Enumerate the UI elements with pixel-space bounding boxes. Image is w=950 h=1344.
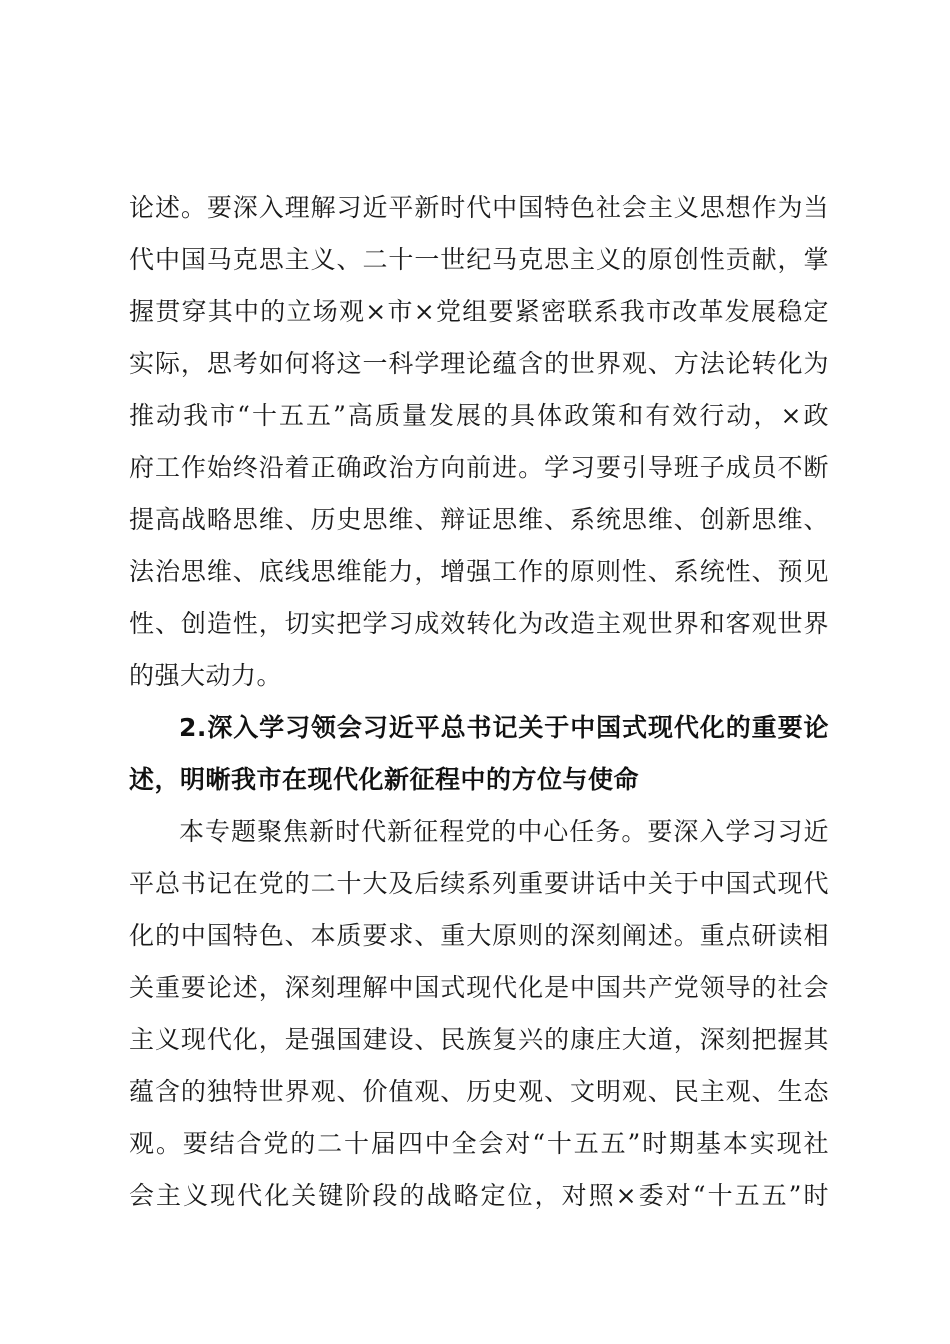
text-line: 推动我市“十五五”高质量发展的具体政策和有效行动，×政 bbox=[129, 401, 829, 430]
text-line: 关重要论述，深刻理解中国式现代化是中国共产党领导的社会 bbox=[129, 973, 829, 1002]
text-line: 会主义现代化关键阶段的战略定位，对照×委对“十五五”时 bbox=[129, 1181, 829, 1210]
heading-line: 述，明晰我市在现代化新征程中的方位与使命 bbox=[129, 765, 640, 794]
paragraph bbox=[129, 806, 829, 1222]
text-line: 握贯穿其中的立场观×市×党组要紧密联系我市改革发展稳定 bbox=[129, 297, 829, 326]
text-line: 提高战略思维、历史思维、辩证思维、系统思维、创新思维、 bbox=[129, 505, 829, 534]
text-line: 实际，思考如何将这一科学理论蕴含的世界观、方法论转化为 bbox=[129, 349, 829, 378]
text-line: 论述。要深入理解习近平新时代中国特色社会主义思想作为当 bbox=[129, 193, 829, 222]
text-line: 代中国马克思主义、二十一世纪马克思主义的原创性贡献，掌 bbox=[129, 245, 829, 274]
text-line: 主义现代化，是强国建设、民族复兴的康庄大道，深刻把握其 bbox=[129, 1025, 829, 1054]
text-line: 的强大动力。 bbox=[129, 661, 283, 690]
text-line: 平总书记在党的二十大及后续系列重要讲话中关于中国式现代 bbox=[129, 869, 829, 898]
text-line: 府工作始终沿着正确政治方向前进。学习要引导班子成员不断 bbox=[129, 453, 829, 482]
text-line: 本专题聚焦新时代新征程党的中心任务。要深入学习习近 bbox=[179, 817, 829, 846]
text-line: 观。要结合党的二十届四中全会对“十五五”时期基本实现社 bbox=[129, 1129, 829, 1158]
text-line: 法治思维、底线思维能力，增强工作的原则性、系统性、预见 bbox=[129, 557, 829, 586]
text-line: 化的中国特色、本质要求、重大原则的深刻阐述。重点研读相 bbox=[129, 921, 829, 950]
heading-line: 2.深入学习领会习近平总书记关于中国式现代化的重要论 bbox=[179, 713, 829, 742]
text-line: 性、创造性，切实把学习成效转化为改造主观世界和客观世界 bbox=[129, 609, 829, 638]
document-body bbox=[129, 182, 829, 1222]
text-line: 蕴含的独特世界观、价值观、历史观、文明观、民主观、生态 bbox=[129, 1077, 829, 1106]
paragraph-continued bbox=[129, 182, 829, 702]
section-heading bbox=[129, 702, 829, 806]
